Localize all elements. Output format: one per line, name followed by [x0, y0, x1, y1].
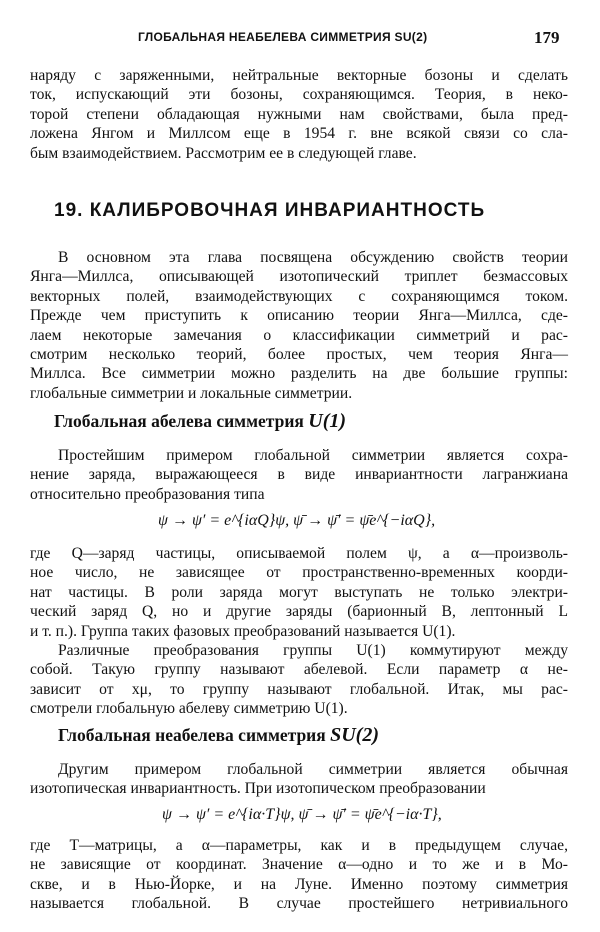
text-line: Янга—Миллса, описывающей изотопический триплет безмассовых	[30, 268, 568, 286]
text-line: наряду с заряженными, нейтральные векторные бозоны и сделать	[30, 67, 568, 84]
text-line: векторных полей, взаимодействующих с сохраняющимся током.	[30, 287, 568, 305]
text-line: смотрели глобальную абелеву симметрию U(1).	[30, 700, 348, 718]
formula-u1: ψ → ψ′ = e^{iαQ}ψ, ψ̄ → ψ̄′ = ψ̄e^{−iαQ},	[158, 512, 436, 529]
text-line: нение заряда, выражающееся в виде инвариантности лагранжиана	[30, 466, 568, 484]
text-line: где T—матрицы, а α—параметры, как и в предыдущем случае,	[30, 837, 568, 854]
section2-paragraph-2	[30, 836, 568, 914]
chapter-paragraph	[30, 248, 568, 403]
formula-su2: ψ → ψ′ = e^{iα·T}ψ, ψ̄ → ψ̄′ = ψ̄e^{−iα·T},	[162, 806, 442, 823]
text-line: бым взаимодействием. Рассмотрим ее в следующей главе.	[30, 144, 417, 162]
page-number: 179	[534, 28, 560, 47]
text-line: ложена Янгом и Миллсом еще в 1954 г. вне всякой связи со сла-	[30, 125, 568, 143]
section-title-symbol: SU(2)	[330, 724, 379, 746]
text-line: лаем некоторые замечания о классификации симметрий и рас-	[30, 326, 568, 344]
text-line: ческий заряд Q, но и другие заряды (барионный B, лептонный L	[30, 603, 568, 621]
text-line: где Q—заряд частицы, описываемой полем ψ, а α—произволь-	[30, 545, 568, 562]
running-title: ГЛОБАЛЬНАЯ НЕАБЕЛЕВА СИММЕТРИЯ SU(2)	[138, 30, 428, 44]
section1-paragraph-2	[30, 544, 568, 641]
text-line: относительно преобразования типа	[30, 485, 265, 503]
text-line: скве, и в Нью-Йорке, и на Луне. Именно поэтому симметрия	[30, 875, 568, 893]
text-line: торой степени обладающая нужными нам свойствами, была пред-	[30, 105, 568, 123]
text-line: собой. Такую группу называют абелевой. Если параметр α не-	[30, 661, 568, 679]
text-line: глобальные симметрии и локальные симметрии.	[30, 384, 353, 402]
section1-paragraph-1	[30, 446, 568, 504]
section1-paragraph-3	[30, 641, 568, 719]
section-title-symbol: U(1)	[308, 410, 347, 432]
text-line: ное число, не зависящее от пространственно-временных коорди-	[30, 564, 568, 582]
text-line: не зависящие от координат. Значение α—одно и то же и в Мо-	[30, 856, 568, 874]
text-line: и т. п.). Группа таких фазовых преобразований называется U(1).	[30, 622, 456, 640]
text-line: ток, испускающий эти бозоны, сохраняющимся. Теория, в неко-	[30, 86, 568, 104]
text-line: изотопическая инвариантность. При изотопическом преобразовании	[30, 780, 486, 798]
text-line: Миллса. Все симметрии можно разделить на две большие группы:	[30, 365, 568, 383]
text-line: Простейшим примером глобальной симметрии является сохра-	[58, 447, 568, 464]
section-title-text: Глобальная абелева симметрия	[54, 411, 309, 431]
text-line: смотрим несколько теорий, более простых, чем теория Янга—	[30, 346, 568, 364]
text-line: нат частицы. В роли заряда могут выступать не только электри-	[30, 583, 568, 601]
chapter-title: 19. КАЛИБРОВОЧНАЯ ИНВАРИАНТНОСТЬ	[54, 200, 486, 221]
section2-paragraph-1	[30, 760, 568, 799]
section-title-su2	[58, 724, 379, 747]
text-line: Прежде чем приступить к описанию теории Янга—Миллса, сде-	[30, 307, 568, 325]
text-line: называется глобальной. В случае простейшего нетривиального	[30, 895, 568, 913]
page-header	[0, 28, 600, 48]
text-line: Различные преобразования группы U(1) коммутируют между	[58, 642, 568, 659]
intro-paragraph	[30, 66, 568, 163]
section-title-text: Глобальная неабелева симметрия	[58, 725, 331, 745]
text-line: В основном эта глава посвящена обсуждению свойств теории	[58, 249, 568, 266]
text-line: зависит от xμ, то группу называют глобальной. Итак, мы рас-	[30, 680, 568, 698]
text-line: Другим примером глобальной симметрии является обычная	[58, 761, 568, 778]
section-title-u1	[54, 410, 346, 433]
